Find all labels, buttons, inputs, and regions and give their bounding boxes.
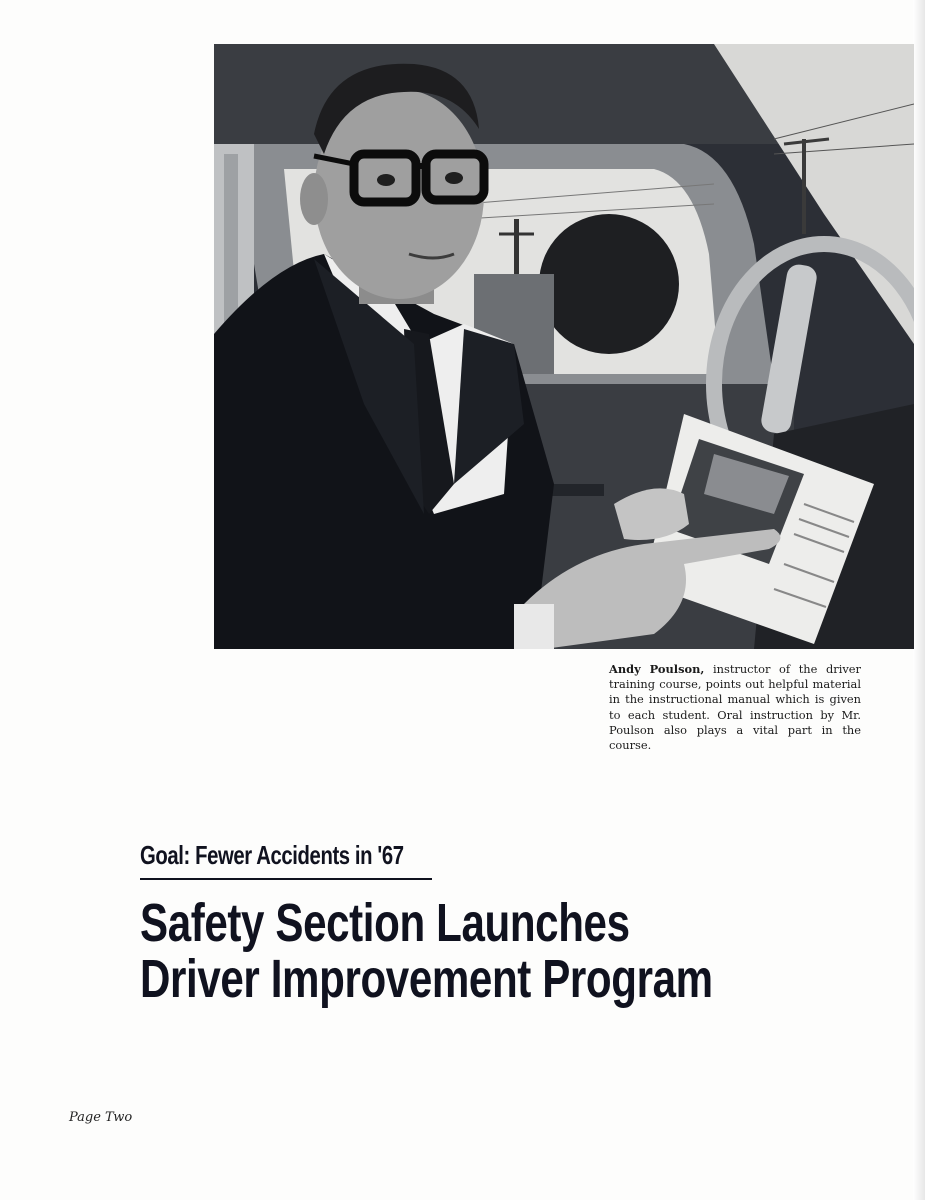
photo-instructor-in-car: [214, 44, 914, 649]
caption-text: instructor of the driver training course, points out helpful material in the instructional manual which is given to each student. Oral instruction by Mr. Poulson also plays a vital part in the course.: [609, 662, 861, 753]
article-kicker: Goal: Fewer Accidents in '67: [140, 840, 404, 870]
kicker-underline: [140, 878, 432, 880]
photo-caption: [609, 662, 861, 753]
page-edge: [913, 0, 925, 1200]
headline-line-1: Safety Section Launches: [140, 893, 630, 953]
caption-name: Andy Poulson,: [609, 662, 705, 676]
headline-line-2: Driver Improvement Program: [140, 949, 713, 1009]
page-number: Page Two: [69, 1110, 133, 1125]
article-headline: [140, 895, 713, 1007]
man-in-car-holding-manual-icon: [214, 44, 914, 649]
